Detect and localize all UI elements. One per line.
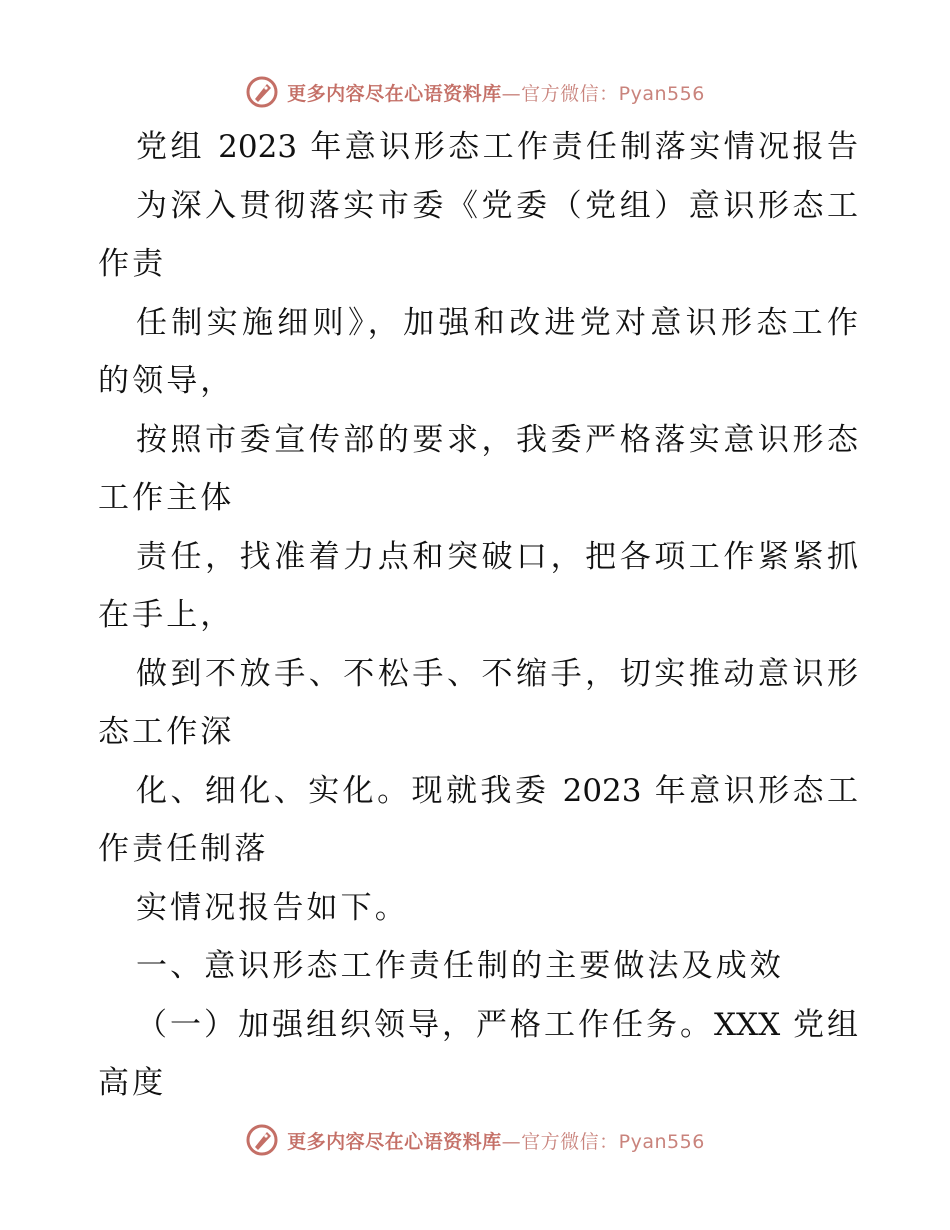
paragraph-line: 作责 — [98, 246, 167, 282]
paragraph-line: 工作主体 — [98, 480, 235, 516]
document-body — [98, 118, 858, 1113]
watermark-text — [287, 1127, 705, 1154]
watermark-contact: —官方微信：Pyan556 — [501, 82, 705, 105]
watermark-text — [287, 79, 705, 106]
pen-nib-logo-icon — [245, 1123, 279, 1157]
paragraph-line: 态工作深 — [98, 714, 235, 750]
watermark-brand: 更多内容尽在心语资料库 — [287, 82, 502, 105]
paragraph-line: 实情况报告如下。 — [136, 889, 409, 926]
paragraph-line: 为深入贯彻落实市委《党委（党组）意识形态工 — [136, 187, 858, 224]
document-title: 党组 2023 年意识形态工作责任制落实情况报告 — [136, 129, 858, 165]
watermark-brand: 更多内容尽在心语资料库 — [287, 1130, 502, 1153]
paragraph-line: 做到不放手、不松手、不缩手，切实推动意识形 — [136, 655, 858, 692]
pen-nib-logo-icon — [245, 75, 279, 109]
watermark-contact: —官方微信：Pyan556 — [501, 1130, 705, 1153]
footer-watermark — [0, 1118, 950, 1162]
paragraph-line: 责任，找准着力点和突破口，把各项工作紧紧抓 — [136, 538, 858, 575]
paragraph-line: 高度 — [98, 1065, 167, 1101]
paragraph-line: 在手上， — [98, 597, 235, 633]
paragraph-line: 按照市委宣传部的要求，我委严格落实意识形态 — [136, 421, 858, 458]
paragraph-line: 任制实施细则》，加强和改进党对意识形态工作 — [136, 304, 858, 341]
paragraph-line: 作责任制落 — [98, 831, 269, 867]
section-heading: 一、意识形态工作责任制的主要做法及成效 — [136, 948, 784, 984]
paragraph-line: 的领导， — [98, 363, 235, 399]
subsection-heading: （一）加强组织领导，严格工作任务。XXX 党组 — [136, 1006, 858, 1043]
header-watermark — [0, 70, 950, 114]
paragraph-line: 化、细化、实化。现就我委 2023 年意识形态工 — [136, 772, 858, 809]
